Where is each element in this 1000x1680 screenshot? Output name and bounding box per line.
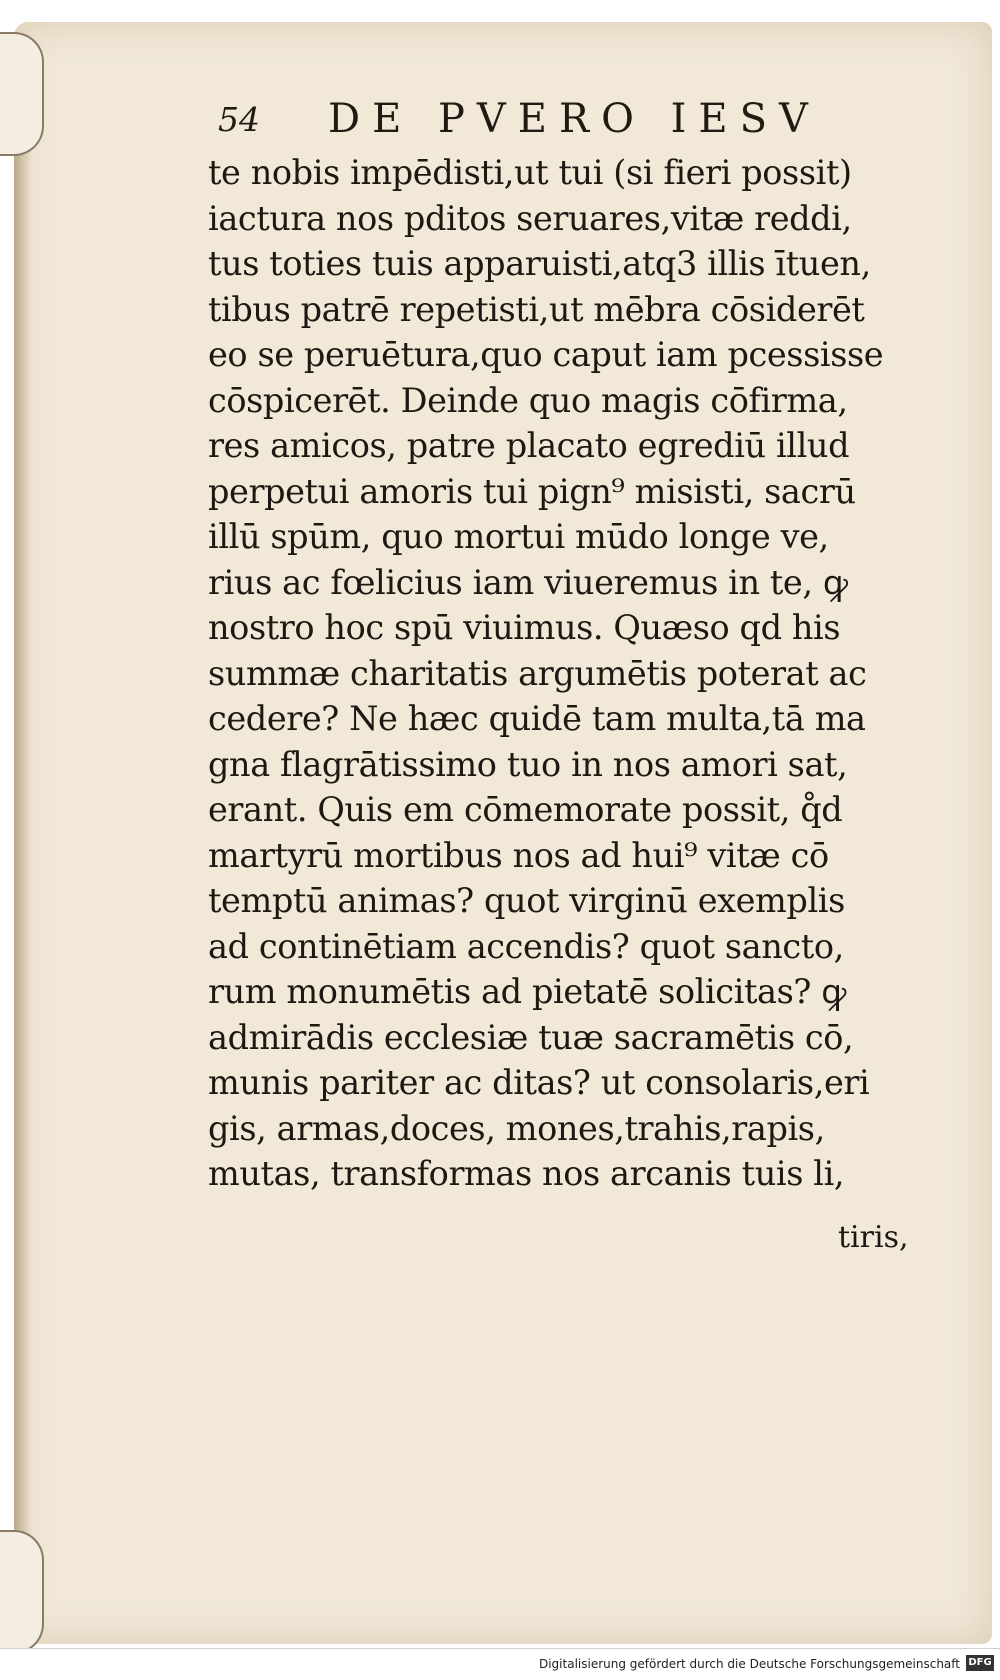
page-gutter: [14, 40, 34, 1640]
text-line: erant. Quis em cōmemorate possit, q̊d: [208, 790, 843, 829]
text-line: res amicos, patre placato egrediū illud: [208, 426, 850, 465]
text-line: illū spūm, quo mortui mūdo longe ve,: [208, 517, 829, 556]
text-line: eo se peruētura,quo caput iam pcessisse: [208, 335, 884, 374]
footer-bar: [0, 1648, 1000, 1680]
text-line: summæ charitatis argumētis poterat ac: [208, 653, 867, 693]
text-line: admirādis ecclesiæ tuæ sacramētis cō,: [208, 1017, 854, 1057]
text-line: cedere? Ne hæc quidē tam multa,tā ma: [208, 699, 866, 738]
text-line: cōspicerēt. Deinde quo magis cōfirma,: [208, 380, 848, 420]
text-line: gna flagrātissimo tuo in nos amori sat,: [208, 744, 848, 784]
page-number: 54: [218, 100, 260, 139]
text-line: te nobis impēdisti,ut tui (si fieri possit): [208, 153, 852, 192]
text-line: martyrū mortibus nos ad hui⁹ vitæ cō: [208, 835, 829, 875]
footer-credit: Digitalisierung gefördert durch die Deutsche Forschungsgemeinschaft: [538, 1657, 960, 1671]
catchword: tiris,: [838, 1220, 909, 1255]
text-line: perpetui amoris tui pign⁹ misisti, sacrū: [208, 471, 856, 511]
dfg-logo: DFG: [966, 1655, 994, 1671]
binding-clip-bottom: [0, 1530, 44, 1654]
text-line: tus toties tuis apparuisti,atq3 illis ītuen,: [208, 244, 871, 283]
text-line: iactura nos pditos seruares,vitæ reddi,: [208, 198, 852, 238]
text-line: rum monumētis ad pietatē solicitas? ꝙ: [208, 972, 846, 1011]
page-header: [218, 88, 908, 148]
text-line: ad continētiam accendis? quot sancto,: [208, 926, 844, 966]
text-line: gis, armas,doces, mones,trahis,rapis,: [208, 1108, 825, 1148]
text-line: tibus patrē repetisti,ut mēbra cōsiderēt: [208, 289, 865, 329]
body-text: [208, 150, 928, 1197]
text-line: nostro hoc spū viuimus. Quæso qd his: [208, 608, 841, 647]
running-head: DE PVERO IESV: [328, 96, 820, 142]
text-line: munis pariter ac ditas? ut consolaris,eri: [208, 1063, 870, 1102]
binding-clip-top: [0, 32, 44, 156]
text-line: temptū animas? quot virginū exemplis: [208, 881, 845, 920]
text-line: rius ac fœlicius iam viueremus in te, ꝙ: [208, 562, 848, 602]
text-line: mutas, transformas nos arcanis tuis li,: [208, 1154, 845, 1193]
